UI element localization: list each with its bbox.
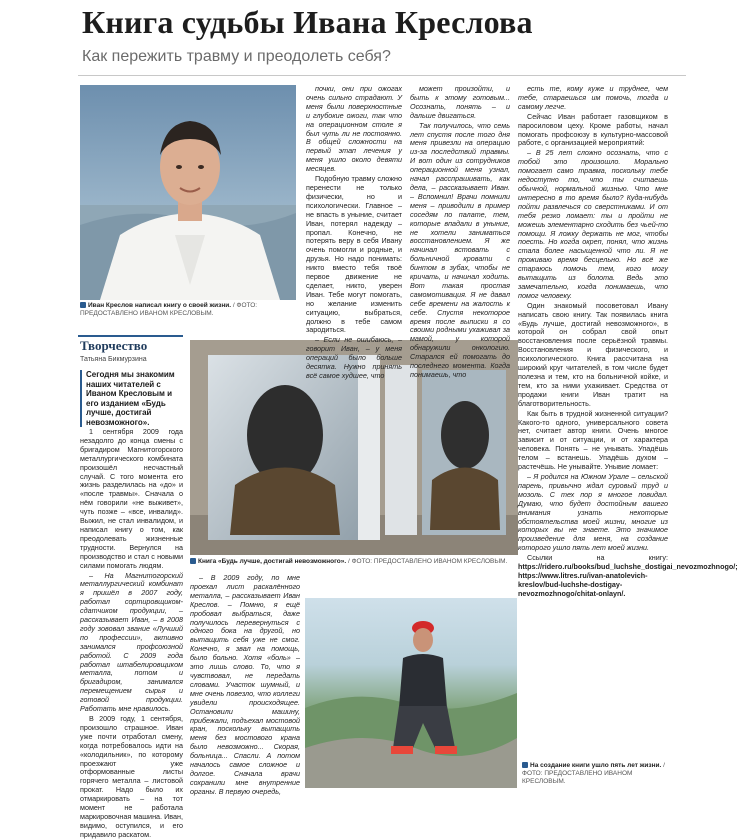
article-paragraph: – В 2009 году, по мне проехал лист раскалённого металла, – рассказывает Иван Креслов. – Помню, я ещё пробовал выбраться, даже получилось перевернуться с одного бока на другой, но вытащить себя уже не смог. Конечно, я звал на помощь, было больно. Хотя «боль» – это лишь слово. То, что я чувствовал, не передать словами. Участок шумный, и мне очень повезло, что коллеги увидели происходящее. Остановили машину, прибежали, подъехал мостовой кран, поскольку вытащить меня без мостового крана было невозможно... Скорая, больница... Спасли. А потом началось самое сложное и долгое. Сначала врачи сохранили мне внутренние органы. В первую очередь, [190, 573, 300, 796]
article-paragraph: Так получилось, что семь лет спустя после того дня меня привезли на операцию из-за последствий травмы. И вот один из сотрудников операционной меня узнал, начал расспрашивать, как дела, – рассказывает Иван. – Вспомнил! Врачи помнили меня – приводили в пример соседям по палате, тем, которые впадали в уныние, не хотели заниматься восстановлением. Я же начинал встовать с больничной кровати с бинтом в зубах, чтобы не кричать, и начинал ходить. Вот такая простая самомотивация. Я не давал себе времени на жалость к себе. Спустя некоторое время после выписки я со своими родными ухаживал за мамой, у которой обнаружили онкологию. Старался ей помогать до последнего момента. Когда понимаешь, что [410, 120, 510, 379]
article-paragraph: – В 25 лет сложно осознать, что с тобой это произошло. Морально помогает само травма, поскольку тебе недоступно то, что ты считаешь обычной, нормальной жизнью. Что мне интересно в то время было? Куда-нибудь пойти развлечься со сверстниками. И от тебя резко ломает: ты и пройти не можешь элементарно сходить без чьей-то помощи. Я ложку держать не мог, чтобы поесть. Но когда окреп, понял, что жизнь стала более насыщенной что ли. Я не проживаю время бесцельно. Но всё же стараюсь помочь тем, кого могу вытащить из болота. Ведь это замечательно, когда понимаешь, что помог человеку. [518, 148, 668, 300]
article-paragraph: – На Магнитогорский металлургический комбинат я пришёл в 2007 году, работал сортировщиком-сдатчиком продукции, – рассказывает Иван, – в 2008 году зововал звание «Лучший по профессии», активно занимался профсоюзной работой. С 2009 года работал штабелировщиком металла, потом и бригадиром, занимался перемещением сырья и готовой продукции. Работать мне нравилось. [80, 570, 183, 714]
article-column-1 [80, 427, 183, 839]
headline: Книга судьбы Ивана Креслова [82, 4, 533, 40]
article-column-5 [518, 84, 738, 753]
caption-hike-photo [522, 762, 672, 786]
caption-credit: / ФОТО: ПРЕДОСТАВЛЕНО ИВАНОМ КРЕСЛОВЫМ. [347, 558, 508, 565]
caption-bullet-icon [190, 558, 196, 564]
hike-illustration [305, 598, 517, 788]
article-paragraph: есть те, кому куже и труднее, чем тебе, стараешься им помочь, тогда и самому легче. [518, 84, 668, 111]
article-paragraph: Сейчас Иван работает газовщиком в паросиловом цеху. Кроме работы, начал помогать профсоюзу в культурно-массовой работе, с организацией мероприятий: [518, 111, 668, 148]
article-paragraph: В 2009 году, 1 сентября, произошло страшное. Иван уже почти отработал смену, когда потребовалось идти на «колодильник», по которому проезжают уже отформованные листы горячего металла – листовой прокат. Надо было их отмаркировать – на тот момент не работала маркировочная машина. Иван, видимо, оступился, и его придавило раскатом. [80, 714, 183, 839]
book-links-label: Ссылки на книгу: [527, 553, 668, 563]
article-paragraph: Один знакомый посоветовал Ивану написать свою книгу. Так появилась книга «Будь лучше, достигай невозможного», в которой он собрал свой опыт восстановления после серьёзной травмы. Восстановления и физического, и психологического. Книга рассчитана на широкий круг читателей, в том числе будет полезна и тем, кто на больничной койке, и тем, кто за ними ухаживает. Средства от продажи книги Иван тратит на благотворительность. [518, 300, 668, 408]
book-links [518, 553, 738, 599]
top-divider [78, 75, 686, 76]
photo-hike [305, 598, 517, 788]
caption-credit: / ФОТО: ПРЕДОСТАВЛЕНО ИВАНОМ КРЕСЛОВЫМ. [522, 762, 665, 785]
article-column-4 [190, 574, 300, 796]
lead-paragraph: Сегодня мы знакомим наших читателей с Иваном Кресловым и его изданием «Будь лучше, достигай невозможного». [80, 370, 183, 427]
rubric-label: Творчество [80, 338, 148, 353]
article-column-2 [306, 84, 402, 380]
column-paragraphs [518, 85, 668, 553]
caption-text: Книга «Будь лучше, достигай невозможного». [198, 558, 347, 565]
article-column-3 [410, 84, 510, 379]
article-paragraph: почки, они при ожогах очень сильно страдают. У меня были поверхностные и глубокие ожоги, так что на операционном столе я был чуть ли не постоянно. В общей сложности на первый этап лечения у меня ушло около девяти месяцев. [306, 84, 402, 174]
caption-author-photo [80, 302, 298, 318]
article-paragraph: может произойти, и быть к этому готовым... Осознать, понять – и дальше двигаться. [410, 84, 510, 120]
author-portrait-illustration [80, 85, 296, 300]
caption-bullet-icon [80, 302, 86, 308]
subheadline: Как пережить травму и преодолеть себя? [82, 48, 391, 65]
article-paragraph: Подобную травму сложно перенести не только физически, но и психологически. Главное – не впасть в уныние, считает Иван, потерял надежду – пропал. Конечно, не потерять веру в себя Ивану очень помогли и родные, и друзья. Но надо понимать: никто вместо тебя твоё первое движение не сделает, никто, уверен Иван. Тебе могут помогать, но желание изменить ситуацию, выбраться, должно в тебе самом зародиться. [306, 174, 402, 335]
article-paragraph: Как быть в трудной жизненной ситуации? Какого-то одного, универсального совета нет, считает автор книги. Очень многое зависит и от ситуации, и от характера человека. Понять – не унывать. Упадёшь телом – встанешь. Упадёшь духом – растечёшь. Не унывайте. Унывие ломает: [518, 408, 668, 472]
article-paragraph: 1 сентября 2009 года незадолго до конца смены с бригадиром Магнитогорского металлургического комбината произошёл несчастный случай. С того момента его жизнь разделилась на «до» и «после травмы». Сначала о нём говорили «не выживет», чуть позже – «все, инвалид». Выжил, не стал инвалидом, и написал книгу о том, как преодолевать жизненные трудности. Вернулся на производство и стал с новыми силами помогать людям. [80, 427, 183, 570]
caption-books-photo [190, 558, 520, 566]
article-paragraph: – Я родился на Южном Урале – сельской парень, привычно ждал суровый труд и мозоль. С тех пор я многое повидал. Думаю, что будет достойным вашего внимания узнать некоторые обстоятельства моей жизни, многие из которых вы не знаете. Это значимое произведение для меня, на создание которого ушло пять лет моей жизни. [518, 471, 668, 553]
photo-author-portrait [80, 85, 296, 300]
byline-author: Татьяна Бикмурзина [80, 356, 147, 363]
caption-text: Иван Креслов написал книгу о своей жизни. [88, 302, 232, 309]
caption-text: На создание книги ушло пять лет жизни. [530, 762, 662, 769]
caption-bullet-icon [522, 762, 528, 768]
article-paragraph: – Если не ошибаюсь, – говорит Иван, – у меня операций было больше десятка. Нужно принять всё самое худшее, что [306, 335, 402, 380]
book-links-urls[interactable]: https://ridero.ru/books/bud_luchshe_dostigai_nevozmozhnogo/; https://www.litres.ru/ivan-anatolevich-kreslov/bud-luchshe-dostigay-nevozmozhnogo/chitat-onlayn/. [518, 562, 738, 598]
caption-credit: / ФОТО: ПРЕДОСТАВЛЕНО ИВАНОМ КРЕСЛОВЫМ. [80, 302, 258, 317]
